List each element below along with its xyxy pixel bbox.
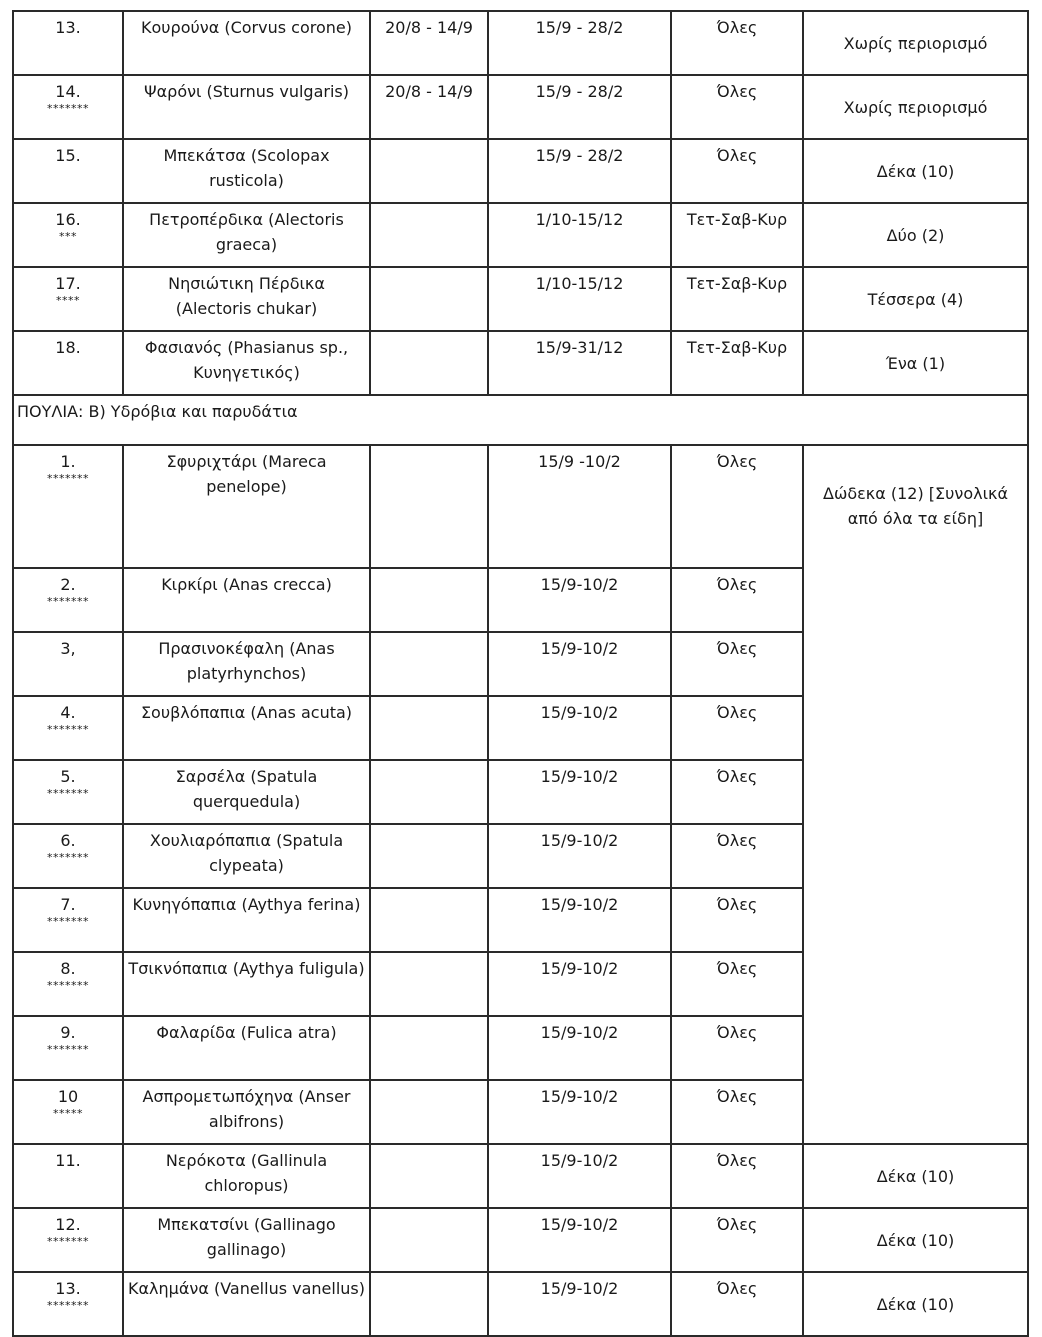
hunting-days: Όλες xyxy=(671,139,803,203)
hunting-period: 15/9 - 28/2 xyxy=(488,11,671,75)
table-row xyxy=(13,11,1028,75)
daily-limit: Δέκα (10) xyxy=(803,1272,1028,1336)
hunting-days: Όλες xyxy=(671,11,803,75)
row-number-label: 1. xyxy=(60,452,76,471)
early-period xyxy=(370,568,488,632)
row-number-label: 10 xyxy=(57,1087,79,1106)
hunting-days: Όλες xyxy=(671,75,803,139)
hunting-days: Όλες xyxy=(671,632,803,696)
daily-limit: Δύο (2) xyxy=(803,203,1028,267)
table-row xyxy=(13,75,1028,139)
hunting-days: Τετ-Σαβ-Κυρ xyxy=(671,267,803,331)
hunting-days: Όλες xyxy=(671,1080,803,1144)
row-number-label: 9. xyxy=(60,1023,76,1042)
species-name: Σφυριχτάρι (Mareca penelope) xyxy=(123,445,370,568)
row-number-label: 18. xyxy=(55,338,81,357)
row-number-label: 3, xyxy=(60,639,76,658)
row-number-label: 13. xyxy=(55,1279,81,1298)
hunting-period: 15/9-10/2 xyxy=(488,632,671,696)
daily-limit: Χωρίς περιορισμό xyxy=(803,75,1028,139)
species-name: Φασιανός (Phasianus sp., Κυνηγετικός) xyxy=(123,331,370,395)
hunting-days: Όλες xyxy=(671,1208,803,1272)
row-number xyxy=(13,632,123,696)
species-name: Μπεκάτσα (Scolopax rusticola) xyxy=(123,139,370,203)
hunting-period: 15/9-10/2 xyxy=(488,1272,671,1336)
hunting-period: 15/9-10/2 xyxy=(488,952,671,1016)
row-number-label: 4. xyxy=(60,703,76,722)
daily-limit: Χωρίς περιορισμό xyxy=(803,11,1028,75)
row-number-label: 6. xyxy=(60,831,76,850)
table-row xyxy=(13,331,1028,395)
species-name: Κιρκίρι (Anas crecca) xyxy=(123,568,370,632)
row-number xyxy=(13,1144,123,1208)
species-name: Φαλαρίδα (Fulica atra) xyxy=(123,1016,370,1080)
species-name: Ψαρόνι (Sturnus vulgaris) xyxy=(123,75,370,139)
hunting-days: Όλες xyxy=(671,952,803,1016)
table-row xyxy=(13,445,1028,568)
daily-limit: Ένα (1) xyxy=(803,331,1028,395)
hunting-days: Όλες xyxy=(671,696,803,760)
row-number-label: 11. xyxy=(55,1151,81,1170)
hunting-days: Όλες xyxy=(671,445,803,568)
early-period xyxy=(370,888,488,952)
hunting-period: 15/9-10/2 xyxy=(488,1080,671,1144)
hunting-days: Τετ-Σαβ-Κυρ xyxy=(671,203,803,267)
hunting-days: Όλες xyxy=(671,760,803,824)
footnote-stars: ******* xyxy=(47,723,89,736)
hunting-period: 15/9-31/12 xyxy=(488,331,671,395)
early-period xyxy=(370,331,488,395)
row-number xyxy=(13,139,123,203)
table-row xyxy=(13,1144,1028,1208)
early-period xyxy=(370,760,488,824)
hunting-days: Όλες xyxy=(671,824,803,888)
footnote-stars: ******* xyxy=(47,1043,89,1056)
footnote-stars: ******* xyxy=(47,787,89,800)
hunting-days: Όλες xyxy=(671,568,803,632)
species-name: Τσικνόπαπια (Aythya fuligula) xyxy=(123,952,370,1016)
row-number xyxy=(13,1080,123,1144)
footnote-stars: ******* xyxy=(47,915,89,928)
hunting-days: Όλες xyxy=(671,1144,803,1208)
early-period xyxy=(370,267,488,331)
daily-limit: Δέκα (10) xyxy=(803,139,1028,203)
row-number xyxy=(13,75,123,139)
daily-limit: Δέκα (10) xyxy=(803,1208,1028,1272)
hunting-days: Τετ-Σαβ-Κυρ xyxy=(671,331,803,395)
species-name: Σουβλόπαπια (Anas acuta) xyxy=(123,696,370,760)
early-period xyxy=(370,632,488,696)
row-number-label: 14. xyxy=(55,82,81,101)
row-number xyxy=(13,888,123,952)
hunting-period: 15/9-10/2 xyxy=(488,760,671,824)
hunting-days: Όλες xyxy=(671,1016,803,1080)
hunting-period: 15/9-10/2 xyxy=(488,1208,671,1272)
row-number-label: 17. xyxy=(55,274,81,293)
row-number xyxy=(13,1272,123,1336)
table-row xyxy=(13,1272,1028,1336)
row-number xyxy=(13,331,123,395)
table-row xyxy=(13,267,1028,331)
hunting-days: Όλες xyxy=(671,888,803,952)
footnote-stars: ******* xyxy=(47,851,89,864)
row-number xyxy=(13,1208,123,1272)
footnote-stars: ******* xyxy=(47,102,89,115)
early-period xyxy=(370,1208,488,1272)
footnote-stars: ***** xyxy=(53,1107,83,1120)
hunting-period: 1/10-15/12 xyxy=(488,203,671,267)
hunting-period: 15/9-10/2 xyxy=(488,1016,671,1080)
species-name: Πρασινοκέφαλη (Anas platyrhynchos) xyxy=(123,632,370,696)
row-number xyxy=(13,696,123,760)
hunting-period: 15/9-10/2 xyxy=(488,568,671,632)
early-period: 20/8 - 14/9 xyxy=(370,11,488,75)
species-name: Νερόκοτα (Gallinula chloropus) xyxy=(123,1144,370,1208)
footnote-stars: ******* xyxy=(47,1299,89,1312)
footnote-stars: **** xyxy=(56,294,80,307)
footnote-stars: ******* xyxy=(47,1235,89,1248)
hunting-species-table xyxy=(12,10,1029,1337)
footnote-stars: ******* xyxy=(47,472,89,485)
early-period xyxy=(370,445,488,568)
species-name: Χουλιαρόπαπια (Spatula clypeata) xyxy=(123,824,370,888)
row-number xyxy=(13,568,123,632)
hunting-period: 15/9 - 28/2 xyxy=(488,75,671,139)
row-number xyxy=(13,952,123,1016)
row-number xyxy=(13,445,123,568)
row-number-label: 2. xyxy=(60,575,76,594)
table-row xyxy=(13,139,1028,203)
species-name: Σαρσέλα (Spatula querquedula) xyxy=(123,760,370,824)
footnote-stars: ******* xyxy=(47,979,89,992)
row-number xyxy=(13,267,123,331)
early-period xyxy=(370,1272,488,1336)
footnote-stars: *** xyxy=(59,230,77,243)
row-number-label: 7. xyxy=(60,895,76,914)
table-row xyxy=(13,203,1028,267)
row-number xyxy=(13,1016,123,1080)
early-period: 20/8 - 14/9 xyxy=(370,75,488,139)
species-name: Πετροπέρδικα (Alectoris graeca) xyxy=(123,203,370,267)
hunting-period: 15/9 - 28/2 xyxy=(488,139,671,203)
row-number-label: 12. xyxy=(55,1215,81,1234)
hunting-period: 15/9 -10/2 xyxy=(488,445,671,568)
early-period xyxy=(370,696,488,760)
early-period xyxy=(370,952,488,1016)
hunting-days: Όλες xyxy=(671,1272,803,1336)
species-name: Κουρούνα (Corvus corone) xyxy=(123,11,370,75)
row-number-label: 8. xyxy=(60,959,76,978)
daily-limit: Τέσσερα (4) xyxy=(803,267,1028,331)
table-row xyxy=(13,1208,1028,1272)
row-number xyxy=(13,11,123,75)
row-number xyxy=(13,203,123,267)
footnote-stars: ******* xyxy=(47,595,89,608)
row-number-label: 16. xyxy=(55,210,81,229)
species-name: Καλημάνα (Vanellus vanellus) xyxy=(123,1272,370,1336)
hunting-period: 15/9-10/2 xyxy=(488,824,671,888)
row-number-label: 13. xyxy=(55,18,81,37)
species-name: Νησιώτικη Πέρδικα (Alectoris chukar) xyxy=(123,267,370,331)
species-name: Κυνηγόπαπια (Aythya ferina) xyxy=(123,888,370,952)
early-period xyxy=(370,203,488,267)
hunting-period: 15/9-10/2 xyxy=(488,696,671,760)
row-number-label: 15. xyxy=(55,146,81,165)
section-title: ΠΟΥΛΙΑ: Β) Υδρόβια και παρυδάτια xyxy=(13,395,1028,445)
species-name: Ασπρομετωπόχηνα (Anser albifrons) xyxy=(123,1080,370,1144)
species-name: Μπεκατσίνι (Gallinago gallinago) xyxy=(123,1208,370,1272)
early-period xyxy=(370,1080,488,1144)
row-number xyxy=(13,760,123,824)
group-daily-limit: Δώδεκα (12) [Συνολικά από όλα τα είδη] xyxy=(803,445,1028,1144)
early-period xyxy=(370,1016,488,1080)
early-period xyxy=(370,1144,488,1208)
section-header-row xyxy=(13,395,1028,445)
hunting-period: 15/9-10/2 xyxy=(488,888,671,952)
row-number xyxy=(13,824,123,888)
early-period xyxy=(370,139,488,203)
hunting-period: 1/10-15/12 xyxy=(488,267,671,331)
daily-limit: Δέκα (10) xyxy=(803,1144,1028,1208)
early-period xyxy=(370,824,488,888)
hunting-period: 15/9-10/2 xyxy=(488,1144,671,1208)
row-number-label: 5. xyxy=(60,767,76,786)
